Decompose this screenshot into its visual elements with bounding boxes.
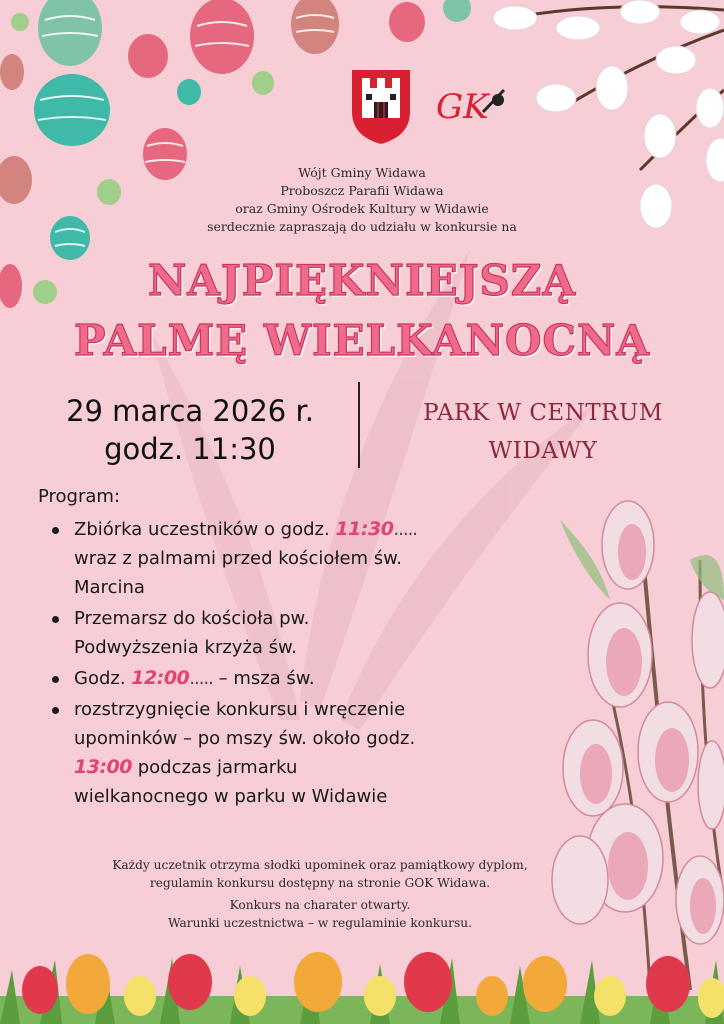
footer-info [40, 856, 600, 892]
program-item-4-line-4: wielkanocnego w parku w Widawie [74, 786, 388, 807]
event-time: godz. 11:30 [104, 432, 276, 466]
footer-line-1: Każdy uczetnik otrzyma słodki upominek oraz pamiątkowy dyplom, [112, 858, 528, 872]
gok-logo-icon [436, 87, 504, 127]
logos [348, 68, 508, 146]
program-item-2-line-1: Przemarsz do kościoła pw. [74, 608, 310, 629]
program-item-1 [74, 515, 498, 602]
intro-line-4: serdecznie zapraszają do udziału w konkursie na [207, 219, 517, 234]
program-item-4 [74, 695, 498, 811]
program-list [38, 515, 498, 811]
event-place [362, 394, 724, 470]
place-line-1: PARK W CENTRUM [423, 400, 663, 426]
program-item-1-line-2: wraz z palmami przed kościołem św. [74, 548, 402, 569]
program-item-3-after: – msza św. [212, 668, 315, 689]
program-item-3-time: 12:00 [131, 667, 190, 689]
event-date: 29 marca 2026 r. [66, 394, 314, 428]
svg-text:GK: GK [436, 87, 489, 127]
intro-line-2: Proboszcz Parafii Widawa [280, 183, 444, 198]
program-heading: Program: [38, 486, 121, 507]
program-item-2-line-2: Podwyższenia krzyża św. [74, 637, 297, 658]
footer-line-4: Warunki uczestnictwa – w regulaminie konkursu. [168, 916, 472, 930]
intro-line-1: Wójt Gminy Widawa [298, 165, 426, 180]
title-line-1: NAJPIĘKNIEJSZĄ [147, 256, 577, 305]
program-item-1-line-3: Marcina [74, 577, 145, 598]
event-date-time [30, 392, 350, 468]
title-line-2: PALMĘ WIELKANOCNĄ [74, 316, 650, 365]
program-item-1-time: 11:30 [335, 518, 394, 540]
intro-line-3: oraz Gminy Ośrodek Kultury w Widawie [235, 201, 489, 216]
program-item-3-text: Godz. [74, 668, 132, 689]
program-item-4-line-1: rozstrzygnięcie konkursu i wręczenie [74, 699, 406, 720]
program-item-4-line-2: upominków – po mszy św. około godz. [74, 728, 416, 749]
program [38, 486, 498, 813]
grass-eggs-icon [0, 952, 724, 1024]
footer-line-3: Konkurs na charater otwarty. [229, 898, 411, 912]
coat-of-arms-icon [352, 70, 410, 144]
program-item-3 [74, 664, 498, 693]
program-item-1-text: Zbiórka uczestników o godz. [74, 519, 336, 540]
place-line-2: WIDAWY [488, 438, 598, 464]
program-item-4-time: 13:00 [74, 756, 132, 778]
program-item-4-line-3: podczas jarmarku [131, 757, 298, 778]
dotted-placeholder: ..... [189, 668, 213, 689]
dotted-placeholder: ..... [393, 519, 418, 540]
footer-line-2: regulamin konkursu dostępny na stronie GOK Widawa. [149, 876, 491, 890]
divider [358, 382, 360, 468]
intro-text [160, 164, 564, 236]
footer-conditions [40, 896, 600, 932]
program-item-2 [74, 604, 498, 662]
